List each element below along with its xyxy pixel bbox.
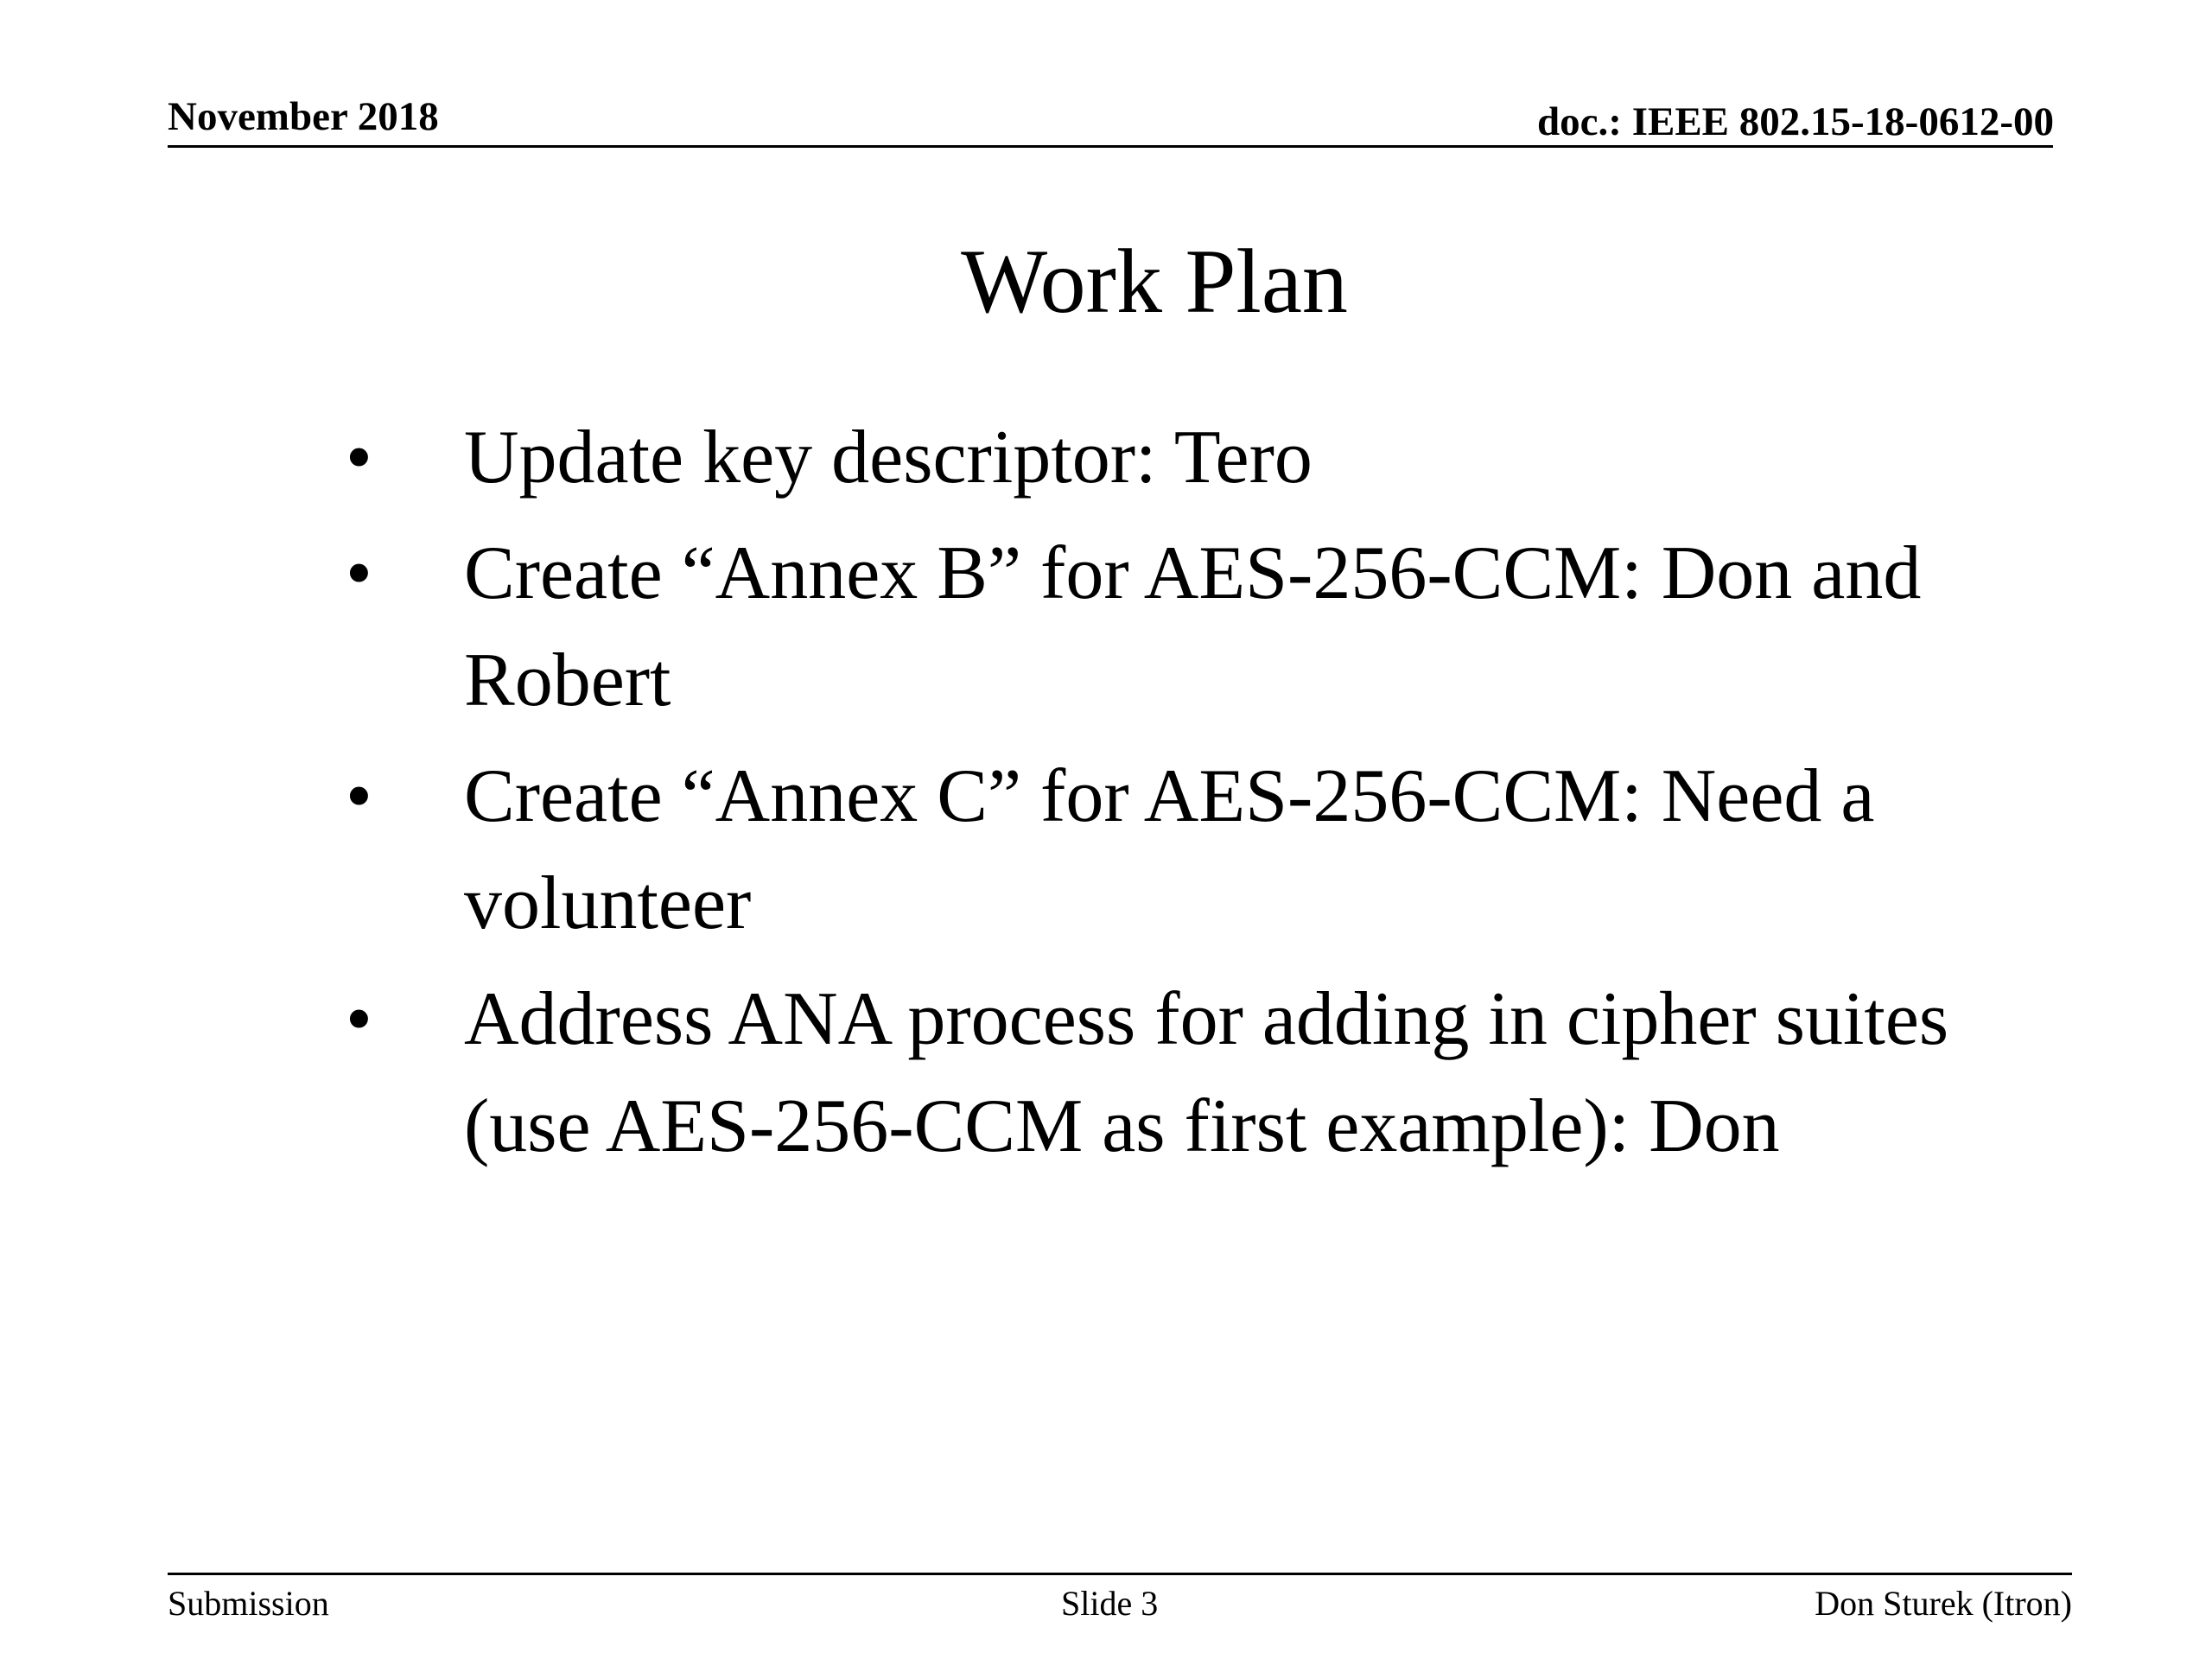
bullet-marker: • — [346, 754, 372, 838]
bullet-item — [346, 966, 2056, 1180]
footer-slide-number: Slide 3 — [1061, 1584, 1159, 1623]
bullet-text: Update key descriptor: Tero — [464, 416, 1313, 499]
slide-title: Work Plan — [961, 231, 1348, 332]
footer-author: Don Sturek (Itron) — [1815, 1584, 2072, 1623]
bullet-marker: • — [346, 531, 372, 615]
bullet-text: Create “Annex C” for AES-256-CCM: Need a volunteer — [464, 754, 1875, 945]
bullet-list — [346, 404, 2056, 1189]
bullet-marker: • — [346, 977, 372, 1061]
bullet-item — [346, 743, 2056, 957]
bullet-item — [346, 404, 2056, 512]
footer-submission: Submission — [168, 1584, 329, 1623]
bullet-text: Create “Annex B” for AES-256-CCM: Don and Robert — [464, 531, 1922, 722]
bullet-text: Address ANA process for adding in cipher suites (use AES-256-CCM as first example): Don — [464, 977, 1949, 1168]
header-doc-id: doc.: IEEE 802.15-18-0612-00 — [1537, 99, 2054, 144]
bullet-marker: • — [346, 416, 372, 499]
footer-divider — [168, 1573, 2072, 1575]
bullet-item — [346, 520, 2056, 734]
header-date: November 2018 — [168, 94, 439, 139]
header-divider — [168, 145, 2053, 148]
